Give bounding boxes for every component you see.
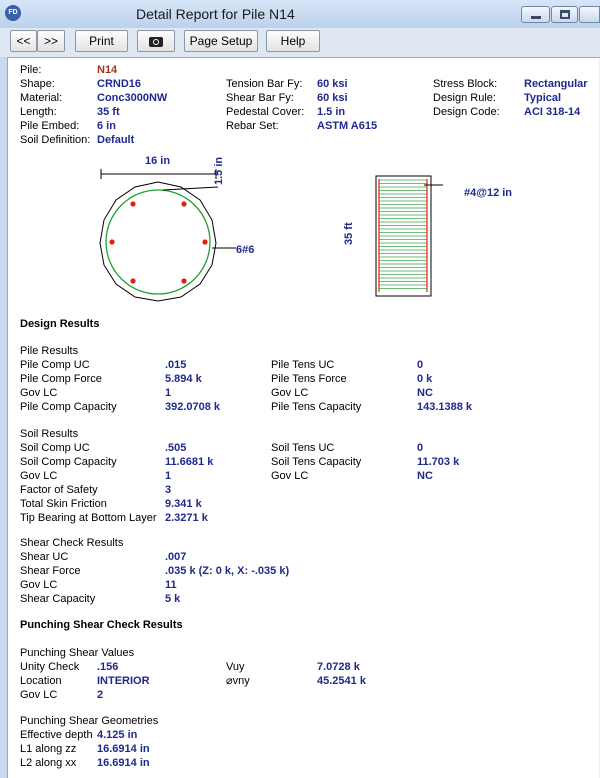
rebar-1 [130,201,135,206]
pile-comp-uc-value: .015 [165,359,187,371]
app-icon: FD [5,5,21,21]
rebar-set-label: Rebar Set: [226,120,279,132]
rebar-5 [130,278,135,283]
long-bars-label: 6#6 [236,244,255,256]
pile-comp-capacity-label: Pile Comp Capacity [20,401,117,413]
material-label: Material: [20,92,63,104]
tip-bearing-value: 2.3271 k [165,512,208,524]
shear-uc-value: .007 [165,551,187,563]
pile-value: N14 [97,64,118,76]
design-code-label: Design Code: [433,106,500,118]
pile-tens-uc-label: Pile Tens UC [271,359,335,371]
punching-gov-lc-label: Gov LC [20,689,58,701]
rebar-6 [181,278,186,283]
pile-tens-gov-lc-label: Gov LC [271,387,309,399]
close-button[interactable] [579,6,600,23]
title-bar [0,0,600,28]
maximize-icon [560,10,570,19]
minimize-icon [531,16,541,19]
pile-cross-section [88,150,268,310]
soil-results-title: Soil Results [20,428,79,440]
rebar-2 [181,201,186,206]
previous-button[interactable]: << [10,30,37,52]
punching-gov-lc-value: 2 [97,689,104,701]
unity-check-value: .156 [97,661,119,673]
pedestal-cover-value: 1.5 in [317,106,346,118]
effective-depth-label: Effective depth [20,729,93,741]
factor-of-safety-label: Factor of Safety [20,484,98,496]
soil-tens-gov-lc-label: Gov LC [271,470,309,482]
design-rule-label: Design Rule: [433,92,496,104]
pile-gov-lc-value: 1 [165,387,172,399]
unity-check-label: Unity Check [20,661,80,673]
soil-comp-uc-value: .505 [165,442,187,454]
embed-value: 6 in [97,120,116,132]
shear-force-value: .035 k (Z: 0 k, X: -.035 k) [165,565,290,577]
shape-value: CRND16 [97,78,142,90]
skin-friction-label: Total Skin Friction [20,498,107,510]
soil-tens-uc-value: 0 [417,442,424,454]
pile-tens-capacity-value: 143.1388 k [417,401,473,413]
page-setup-button[interactable]: Page Setup [184,30,258,52]
soil-comp-capacity-label: Soil Comp Capacity [20,456,117,468]
vuy-value: 7.0728 k [317,661,360,673]
pedestal-cover-label: Pedestal Cover: [226,106,305,118]
pile-gov-lc-label: Gov LC [20,387,58,399]
print-button[interactable]: Print [75,30,128,52]
l1-along-zz-label: L1 along zz [20,743,77,755]
camera-icon [149,37,163,47]
tension-fy-value: 60 ksi [317,78,348,90]
pile-comp-force-label: Pile Comp Force [20,373,102,385]
skin-friction-value: 9.341 k [165,498,202,510]
punching-shear-title: Punching Shear Check Results [20,619,183,631]
pile-tens-gov-lc-value: NC [417,387,433,399]
shear-gov-lc-label: Gov LC [20,579,58,591]
embed-label: Pile Embed: [20,120,80,132]
location-label: Location [20,675,62,687]
soil-comp-uc-label: Soil Comp UC [20,442,90,454]
material-value: Conc3000NW [97,92,168,104]
shear-check-title: Shear Check Results [20,537,124,549]
pile-results-title: Pile Results [20,345,79,357]
pile-comp-force-value: 5.894 k [165,373,202,385]
phi-vny-label: ⌀vny [226,675,250,687]
design-code-value: ACI 318-14 [524,106,581,118]
pile-label: Pile: [20,64,42,76]
stress-block-value: Rectangular [524,78,588,90]
punching-geometries-title: Punching Shear Geometries [20,715,159,727]
effective-depth-value: 4.125 in [97,729,138,741]
stress-block-label: Stress Block: [433,78,498,90]
maximize-button[interactable] [551,6,578,23]
punching-values-title: Punching Shear Values [20,647,135,659]
pile-tens-capacity-label: Pile Tens Capacity [271,401,362,413]
soil-gov-lc-value: 1 [165,470,172,482]
cover-label: 1.5 in [213,156,225,185]
rebar-cage-circle [106,190,210,294]
shear-capacity-value: 5 k [165,593,181,605]
vuy-label: Vuy [226,661,245,673]
soil-tens-capacity-value: 11.703 k [417,456,460,468]
phi-vny-value: 45.2541 k [317,675,366,687]
design-results-title: Design Results [20,318,100,330]
tie-lines [379,180,427,289]
factor-of-safety-value: 3 [165,484,172,496]
shear-uc-label: Shear UC [20,551,69,563]
shear-capacity-label: Shear Capacity [20,593,96,605]
pile-tens-force-value: 0 k [417,373,433,385]
design-rule-value: Typical [524,92,562,104]
help-button[interactable]: Help [266,30,320,52]
length-value: 35 ft [97,106,120,118]
length-label: Length: [20,106,57,118]
l2-along-xx-label: L2 along xx [20,757,77,769]
minimize-button[interactable] [521,6,550,23]
rebar-set-value: ASTM A615 [317,120,378,132]
report-area [7,57,600,778]
pile-outline [100,182,216,301]
pile-comp-uc-label: Pile Comp UC [20,359,90,371]
rebar-3 [109,239,114,244]
shear-fy-value: 60 ksi [317,92,348,104]
shape-label: Shape: [20,78,55,90]
soil-definition-label: Soil Definition: [20,134,91,146]
shear-gov-lc-value: 11 [165,579,177,591]
window-title: Detail Report for Pile N14 [136,6,295,22]
rebar-4 [202,239,207,244]
shear-fy-label: Shear Bar Fy: [226,92,294,104]
l2-along-xx-value: 16.6914 in [97,757,150,769]
pile-tens-uc-value: 0 [417,359,424,371]
elevation-length-label: 35 ft [343,222,355,245]
soil-tens-capacity-label: Soil Tens Capacity [271,456,362,468]
tie-spacing-label: #4@12 in [464,187,513,199]
snapshot-button[interactable] [137,30,175,52]
toolbar [0,28,600,57]
section-width-label: 16 in [145,155,171,167]
tip-bearing-label: Tip Bearing at Bottom Layer [20,512,157,524]
cover-leader-line [163,187,218,190]
pile-tens-force-label: Pile Tens Force [271,373,347,385]
pile-elevation [363,168,443,298]
next-button[interactable]: >> [37,30,65,52]
soil-comp-capacity-value: 11.6681 k [165,456,214,468]
pile-comp-capacity-value: 392.0708 k [165,401,221,413]
soil-tens-gov-lc-value: NC [417,470,433,482]
soil-definition-value: Default [97,134,135,146]
soil-gov-lc-label: Gov LC [20,470,58,482]
tension-fy-label: Tension Bar Fy: [226,78,303,90]
shear-force-label: Shear Force [20,565,81,577]
soil-tens-uc-label: Soil Tens UC [271,442,335,454]
location-value: INTERIOR [97,675,150,687]
l1-along-zz-value: 16.6914 in [97,743,150,755]
